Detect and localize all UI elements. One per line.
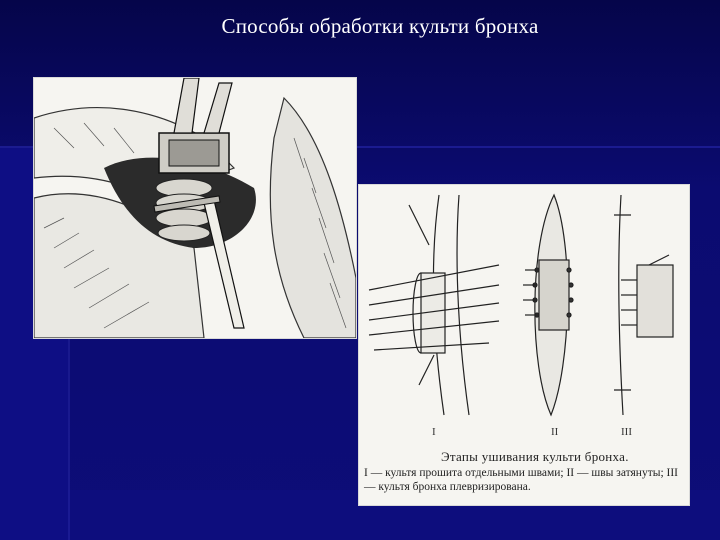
suture-stages-illustration [358,184,690,506]
stage-2-drawing [523,195,573,415]
slide-title: Способы обработки культи бронха [221,14,539,38]
stage-label-1: I [432,426,436,438]
stage-3-drawing [614,195,673,415]
figure-caption-title: Этапы ушивания культи бронха. [441,449,629,464]
figure-caption-text: I — культя прошита отдельными швами; II — швы затянуты; III — культя бронха плевризирована. [364,467,679,493]
stage-1-drawing [369,195,499,415]
stage-label-2: II [551,426,559,438]
clamp-arm [174,78,199,133]
stage-label-3: III [621,426,632,438]
surgical-clamp-illustration [33,77,357,339]
tissue-right [270,98,356,338]
